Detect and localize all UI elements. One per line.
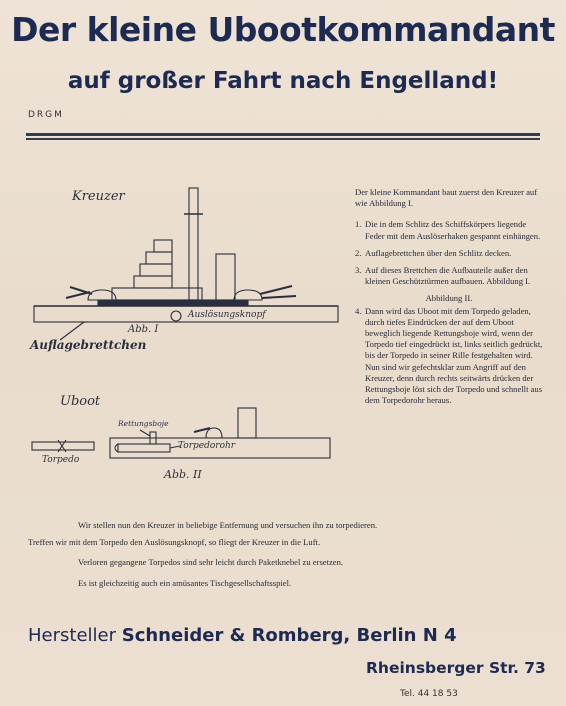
- patent-mark: DRGM: [28, 110, 64, 120]
- instruction-steps-2: [355, 306, 543, 407]
- bottom-paragraph-3: Verloren gegangene Torpedos sind sehr leicht durch Paketknebel zu ersetzen.: [78, 557, 344, 567]
- label-auflagebrettchen: Auflagebrettchen: [30, 338, 147, 352]
- bridge-tier-2: [140, 264, 172, 276]
- torpedo-drawing: [32, 440, 94, 452]
- bottom-paragraph-2: Treffen wir mit dem Torpedo den Auslösungsknopf, so fliegt der Kreuzer in die Luft.: [28, 537, 321, 547]
- manufacturer-phone: Tel. 44 18 53: [400, 689, 458, 699]
- bridge-tier-4: [154, 240, 172, 252]
- main-title: Der kleine Ubootkommandant: [11, 10, 555, 49]
- instructions-intro: Der kleine Kommandant baut zuerst den Kreuzer auf wie Abbildung I.: [355, 187, 538, 209]
- instructions-column: [355, 187, 543, 412]
- cruiser-mast: [189, 188, 198, 300]
- label-abb1: Abb. I: [128, 324, 159, 335]
- step-number: 3.: [355, 265, 362, 276]
- step-number: 4.: [355, 305, 362, 316]
- bridge-tier-1: [134, 276, 172, 288]
- instruction-step: [355, 265, 543, 287]
- bottom-paragraph-1: Wir stellen nun den Kreuzer in beliebige Entfernung und versuchen ihn zu torpedieren.: [78, 520, 378, 530]
- label-uboot: Uboot: [60, 394, 101, 409]
- label-ausloesungsknopf: Auslösungsknopf: [188, 310, 266, 320]
- step-text: Auf dieses Brettchen die Aufbauteile außer den kleinen Geschütztürmen aufbauen. Abbildung I.: [365, 265, 531, 287]
- manufacturer-label: Hersteller: [28, 625, 116, 646]
- label-torpedo: Torpedo: [42, 455, 80, 465]
- step-number: 1.: [355, 219, 362, 230]
- manufacturer-street: Rheinsberger Str. 73: [366, 659, 546, 677]
- step-number: 2.: [355, 247, 362, 258]
- bridge-tier-3: [146, 252, 172, 264]
- conning-tower: [238, 408, 256, 438]
- step-text: Die in dem Schlitz des Schiffskörpers liegende Feder mit dem Auslöserhaken gespannt einhängen.: [365, 219, 541, 241]
- manufacturer-line: [28, 625, 457, 646]
- instruction-step: [355, 219, 543, 241]
- uboot-gun: [206, 428, 222, 438]
- cruiser-deck-plate: [98, 300, 248, 305]
- bottom-paragraph-4: Es ist gleichzeitig auch ein amüsantes Tischgesellschaftsspiel.: [78, 578, 292, 588]
- cruiser-hull: [34, 306, 338, 322]
- manufacturer-name: Schneider & Romberg, Berlin N 4: [121, 625, 457, 646]
- instruction-step: [355, 248, 543, 259]
- instruction-step: [355, 306, 543, 407]
- instruction-steps: [355, 219, 543, 287]
- cruiser-funnel: [216, 254, 235, 300]
- subtitle: auf großer Fahrt nach Engelland!: [67, 68, 499, 94]
- torpedo-tube: [118, 444, 170, 452]
- label-torpedorohr: Torpedorohr: [178, 441, 236, 451]
- step-text: Auflagebrettchen über den Schlitz decken.: [365, 247, 512, 258]
- turret-right: [234, 290, 262, 300]
- instructions-subheading: Abbildung II.: [425, 293, 473, 304]
- label-rettungsboje: Rettungsboje: [118, 419, 169, 428]
- torpedo: [32, 442, 94, 450]
- step-text: Dann wird das Uboot mit dem Torpedo geladen, durch tiefes Eindrücken der auf dem Uboot beweglich liegende Rettungsboje wird, wenn der Torpedo tief eingedrückt ist, links seitlich gedrückt, bis der Torpedo in seiner Rille festgehalten wird. Nun sind wir gefechtsklar zum Angriff auf den Kreuzer, denn durch rechts seitwärts drücken der Rettungsboje löst sich der Torpedo und schnellt aus dem Torpedorohr heraus.: [365, 305, 543, 406]
- cruiser-drawing: [34, 188, 338, 340]
- label-abb2: Abb. II: [164, 468, 202, 481]
- label-kreuzer: Kreuzer: [72, 189, 125, 204]
- release-button: [171, 311, 181, 321]
